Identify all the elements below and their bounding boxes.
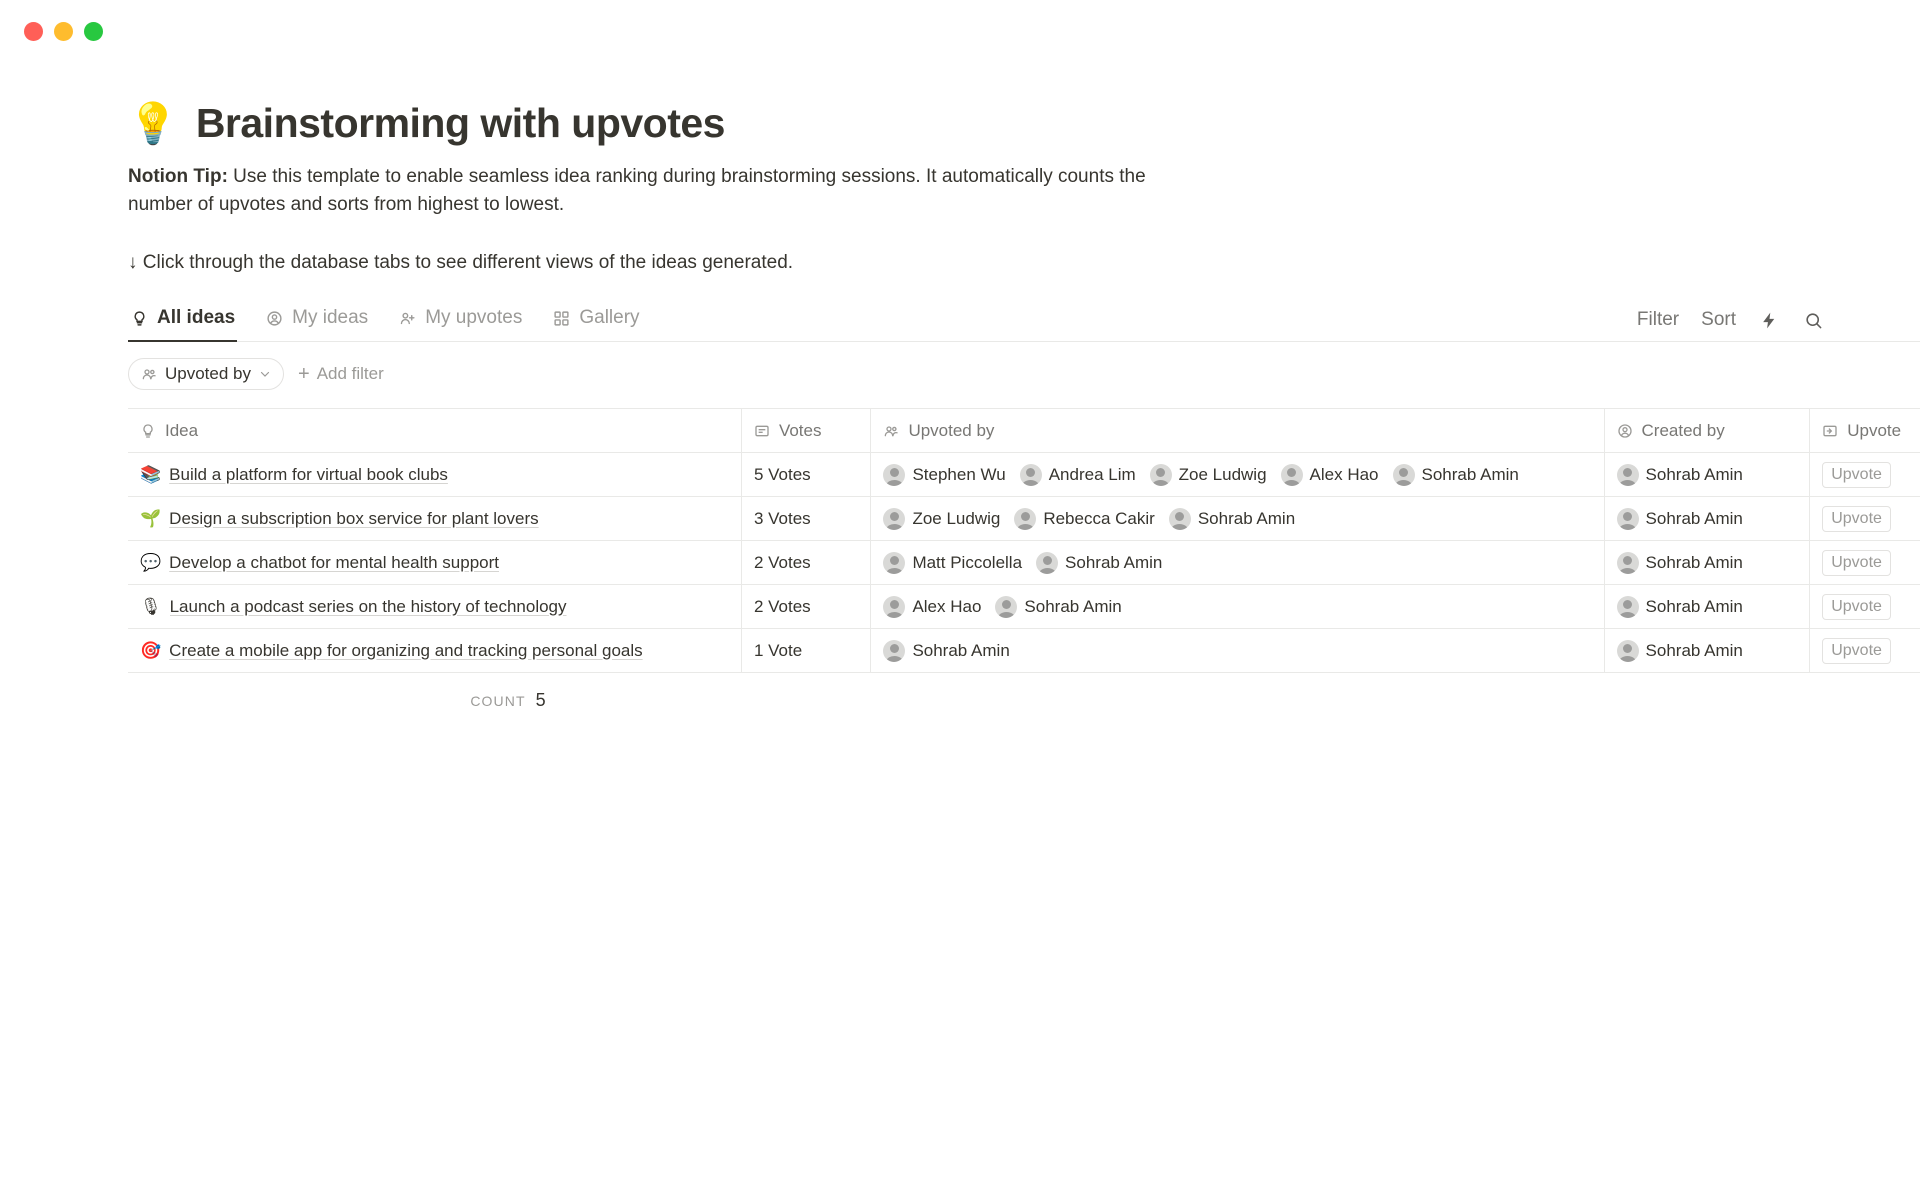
idea-title-link[interactable]: Create a mobile app for organizing and tracking personal goals: [169, 640, 643, 660]
page-header: [128, 100, 1920, 147]
avatar: [883, 508, 905, 530]
page-content: [0, 100, 1920, 711]
column-header-votes[interactable]: [742, 409, 872, 452]
idea-emoji-icon: 💬: [140, 552, 162, 572]
cell-idea[interactable]: [128, 585, 742, 628]
cell-idea[interactable]: [128, 497, 742, 540]
cell-votes[interactable]: 2 Votes: [742, 585, 872, 628]
column-header-upvote-label: Upvote: [1847, 420, 1902, 440]
person-chip: [1617, 464, 1743, 486]
person-chip: [1617, 640, 1743, 662]
hint-paragraph: ↓ Click through the database tabs to see different views of the ideas generated.: [128, 252, 794, 273]
idea-emoji-icon: 🌱: [140, 508, 162, 528]
idea-title-link[interactable]: Develop a chatbot for mental health support: [169, 552, 499, 572]
person-name: Stephen Wu: [912, 464, 1006, 484]
person-name: Sohrab Amin: [1645, 596, 1743, 616]
cell-created-by[interactable]: [1605, 453, 1811, 496]
person-chip: [883, 640, 1009, 662]
person-chip: [1617, 596, 1743, 618]
page-emoji-icon: 💡: [128, 101, 178, 146]
person-name: Andrea Lim: [1048, 464, 1136, 484]
column-header-idea-label: Idea: [165, 420, 199, 440]
avatar: [883, 596, 905, 618]
idea-title-link[interactable]: Launch a podcast series on the history of technology: [169, 596, 567, 616]
database-actions: [1637, 309, 1824, 341]
person-chip: [883, 552, 1022, 574]
filter-chip-upvoted-by[interactable]: [128, 358, 284, 390]
avatar: [883, 552, 905, 574]
avatar: [1036, 552, 1058, 574]
database-header: [128, 303, 1920, 342]
avatar: [1020, 464, 1042, 486]
person-chip: [1617, 552, 1743, 574]
person-name: Sohrab Amin: [1065, 552, 1163, 572]
cell-votes[interactable]: 3 Votes: [742, 497, 872, 540]
upvote-button[interactable]: Upvote: [1822, 638, 1891, 664]
cell-upvote[interactable]: [1810, 541, 1920, 584]
table-row[interactable]: [128, 453, 1920, 497]
window-titlebar: [0, 0, 1920, 62]
cell-created-by[interactable]: [1605, 541, 1811, 584]
minimize-window-button[interactable]: [54, 22, 73, 41]
idea-emoji-icon: 🎙: [140, 596, 162, 616]
column-header-idea[interactable]: [128, 409, 742, 452]
people-icon: [141, 366, 157, 382]
count-label: COUNT: [470, 692, 526, 709]
column-header-upvoted-by-label: Upvoted by: [908, 420, 995, 440]
avatar: [1150, 464, 1172, 486]
person-name: Alex Hao: [912, 596, 982, 616]
people-list: [883, 552, 1162, 574]
upvote-button[interactable]: Upvote: [1822, 594, 1891, 620]
people-icon: [883, 423, 899, 439]
bulb-icon: [140, 423, 156, 439]
person-chip: [1014, 508, 1155, 530]
avatar: [1617, 640, 1639, 662]
table-footer-count[interactable]: [128, 673, 888, 711]
person-add-icon: [398, 309, 417, 328]
avatar: [1617, 552, 1639, 574]
cell-upvoted-by[interactable]: [871, 453, 1604, 496]
person-name: Rebecca Cakir: [1043, 508, 1155, 528]
cell-idea[interactable]: [128, 453, 742, 496]
add-filter-button[interactable]: [298, 364, 384, 384]
ideas-table: [128, 408, 1920, 673]
count-value: 5: [535, 690, 546, 710]
cell-votes[interactable]: 2 Votes: [742, 541, 872, 584]
gallery-icon: [552, 309, 571, 328]
avatar: [1014, 508, 1036, 530]
idea-title-link[interactable]: Design a subscription box service for plant lovers: [169, 508, 539, 528]
filter-chip-label: Upvoted by: [165, 364, 251, 383]
lightning-icon[interactable]: [1758, 309, 1780, 331]
filter-bar: [128, 358, 1920, 390]
people-list: [883, 508, 1295, 530]
avatar: [1281, 464, 1303, 486]
table-row[interactable]: [128, 541, 1920, 585]
table-row[interactable]: [128, 497, 1920, 541]
person-chip: [1281, 464, 1379, 486]
tab-all-ideas-label: All ideas: [157, 307, 236, 328]
person-chip: [883, 508, 1000, 530]
idea-title-link[interactable]: Build a platform for virtual book clubs: [169, 464, 448, 484]
cell-upvoted-by[interactable]: [871, 585, 1604, 628]
cell-upvoted-by[interactable]: [871, 497, 1604, 540]
person-icon: [265, 309, 284, 328]
person-name: Zoe Ludwig: [1178, 464, 1267, 484]
search-icon[interactable]: [1802, 309, 1824, 331]
person-chip: [1169, 508, 1295, 530]
upvote-button[interactable]: Upvote: [1822, 506, 1891, 532]
person-chip: [1036, 552, 1162, 574]
tip-body: Use this template to enable seamless idea ranking during brainstorming sessions. It automatically counts the number of upvotes and sorts from highest to lowest.: [128, 166, 1146, 215]
filter-button[interactable]: Filter: [1636, 309, 1680, 330]
idea-emoji-icon: 📚: [140, 464, 162, 484]
person-name: Sohrab Amin: [1197, 508, 1296, 528]
tab-all-ideas[interactable]: [128, 303, 237, 342]
avatar: [1617, 464, 1639, 486]
cell-created-by[interactable]: [1605, 629, 1811, 672]
cell-upvote[interactable]: [1810, 453, 1920, 496]
person-name: Sohrab Amin: [1645, 640, 1743, 660]
upvote-button[interactable]: Upvote: [1822, 550, 1891, 576]
plus-icon: +: [298, 363, 310, 385]
cell-votes[interactable]: 5 Votes: [742, 453, 872, 496]
cell-created-by[interactable]: [1605, 497, 1811, 540]
avatar: [1617, 596, 1639, 618]
avatar: [1393, 464, 1415, 486]
sort-button[interactable]: Sort: [1701, 309, 1736, 330]
table-header-row: [128, 409, 1920, 453]
person-circle-icon: [1617, 423, 1633, 439]
person-chip: [1020, 464, 1136, 486]
tip-label: Notion Tip:: [128, 166, 228, 187]
column-header-votes-label: Votes: [778, 420, 822, 440]
page-title: Brainstorming with upvotes: [195, 100, 725, 146]
person-name: Sohrab Amin: [1645, 464, 1743, 484]
person-name: Sohrab Amin: [1024, 596, 1122, 616]
cell-upvoted-by[interactable]: [871, 541, 1604, 584]
tab-my-upvotes[interactable]: [396, 303, 524, 342]
tab-my-ideas-label: My ideas: [292, 307, 369, 328]
person-name: Sohrab Amin: [1421, 464, 1519, 484]
bulb-icon: [130, 309, 149, 328]
person-chip: [883, 464, 1005, 486]
cell-upvote[interactable]: [1810, 497, 1920, 540]
cell-created-by[interactable]: [1605, 585, 1811, 628]
upvote-button[interactable]: Upvote: [1822, 462, 1891, 488]
cell-upvote[interactable]: [1810, 629, 1920, 672]
person-name: Zoe Ludwig: [912, 508, 1001, 528]
table-row[interactable]: [128, 629, 1920, 673]
idea-emoji-icon: 🎯: [140, 640, 162, 660]
person-chip: [995, 596, 1121, 618]
people-list: [883, 596, 1121, 618]
column-header-upvoted-by[interactable]: [871, 409, 1604, 452]
database-tabs: [128, 303, 642, 341]
people-list: [883, 640, 1009, 662]
column-header-created-by-label: Created by: [1641, 420, 1725, 440]
column-header-upvote[interactable]: [1810, 409, 1920, 452]
button-icon: [1822, 423, 1838, 439]
avatar: [1169, 508, 1191, 530]
tip-paragraph: [128, 163, 1148, 219]
close-window-button[interactable]: [24, 22, 43, 41]
rollup-icon: [754, 423, 770, 439]
person-chip: [1617, 508, 1743, 530]
column-header-created-by[interactable]: [1605, 409, 1811, 452]
cell-votes[interactable]: 1 Vote: [742, 629, 872, 672]
tab-gallery[interactable]: [550, 303, 641, 342]
cell-idea[interactable]: [128, 629, 742, 672]
avatar: [995, 596, 1017, 618]
avatar: [883, 640, 905, 662]
person-chip: [1150, 464, 1267, 486]
add-filter-label: Add filter: [316, 364, 384, 383]
tab-my-ideas[interactable]: [263, 303, 370, 342]
zoom-window-button[interactable]: [84, 22, 103, 41]
tab-my-upvotes-label: My upvotes: [425, 307, 523, 328]
table-row[interactable]: [128, 585, 1920, 629]
person-chip: [883, 596, 981, 618]
person-name: Sohrab Amin: [912, 640, 1010, 660]
cell-idea[interactable]: [128, 541, 742, 584]
person-name: Alex Hao: [1309, 464, 1379, 484]
people-list: [883, 464, 1518, 486]
avatar: [1617, 508, 1639, 530]
chevron-down-icon: [259, 368, 271, 380]
person-chip: [1393, 464, 1519, 486]
avatar: [883, 464, 905, 486]
person-name: Sohrab Amin: [1645, 552, 1743, 572]
person-name: Sohrab Amin: [1645, 508, 1743, 528]
cell-upvote[interactable]: [1810, 585, 1920, 628]
person-name: Matt Piccolella: [912, 552, 1023, 572]
tab-gallery-label: Gallery: [579, 307, 640, 328]
cell-upvoted-by[interactable]: [871, 629, 1604, 672]
